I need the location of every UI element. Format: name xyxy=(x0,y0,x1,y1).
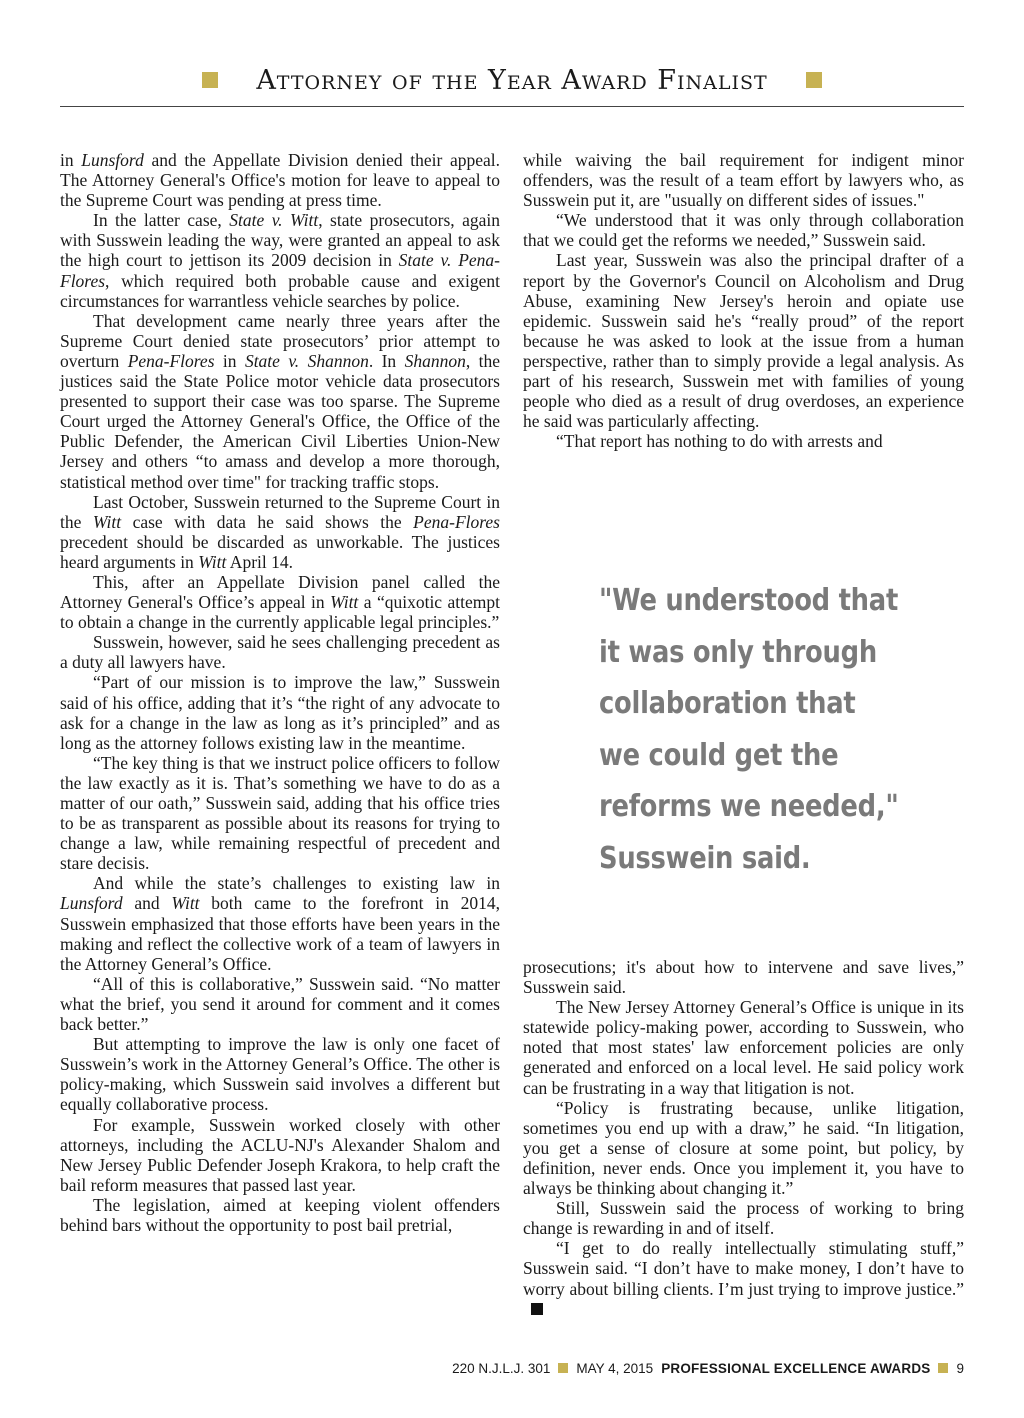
article-paragraph: in Lunsford and the Appellate Division denied their appeal. The Attorney General's Office's motion for leave to appeal to the Supreme Court was pending at press time. xyxy=(60,150,500,211)
article-paragraph: “I get to do really intellectually stimulating stuff,” Susswein said. “I don’t have to make money, I don’t have to worry about billing clients. I’m just trying to improve justice.” xyxy=(523,1238,964,1318)
footer-accent-square xyxy=(558,1363,568,1373)
article-paragraph: “That report has nothing to do with arrests and xyxy=(556,431,883,452)
end-of-article-mark xyxy=(531,1303,543,1315)
header-accent-square-left xyxy=(202,72,218,88)
article-paragraph: That development came nearly three years after the Supreme Court denied state prosecutors’ prior attempt to overturn Pena-Flores in State v. Shannon. In Shannon, the justices said the State Police motor vehicle data prosecutors presented to support their case was too sparse. The Supreme Court urged the Attorney General's Office, the Office of the Public Defender, the American Civil Liberties Union-New Jersey and others “to amass and develop a more thorough, statistical method over time" for tracking traffic stops. xyxy=(60,310,500,492)
article-paragraph: But attempting to improve the law is only one facet of Susswein’s work in the Attorney General’s Office. The other is policy-making, which Susswein said involves a different but equally collaborative process. xyxy=(60,1034,500,1115)
case-name: Witt xyxy=(92,511,122,532)
page-footer xyxy=(452,1358,964,1378)
case-name: Witt xyxy=(330,592,359,613)
header-rule xyxy=(60,106,964,107)
case-name: Pena-Flores xyxy=(413,511,500,532)
header-accent-square-right xyxy=(806,72,822,88)
case-name: Shannon xyxy=(404,350,466,371)
article-column-right-top xyxy=(523,150,964,451)
article-column-left xyxy=(60,150,500,1235)
article-paragraph: Susswein, however, said he sees challenging precedent as a duty all lawyers have. xyxy=(60,632,500,673)
footer-accent-square xyxy=(938,1363,948,1373)
article-paragraph: “We understood that it was only through collaboration that we could get the reforms we needed,” Susswein said. xyxy=(523,210,964,251)
article-paragraph: while waiving the bail requirement for indigent minor offenders, was the result of a team effort by lawyers who, as Susswein put it, are "usually on different sides of issues." xyxy=(523,150,964,211)
footer-date: MAY 4, 2015 xyxy=(576,1360,654,1376)
article-paragraph: The New Jersey Attorney General’s Office is unique in its statewide policy-making power, according to Susswein, who noted that most states' law enforcement policies are only generated and enforced on a local level. He said policy work can be frustrating in a way that litigation is not. xyxy=(523,997,964,1098)
pull-quote: "We understood that it was only through collaboration that we could get the reforms we needed," Susswein said. xyxy=(599,583,899,876)
article-paragraph: “The key thing is that we instruct police officers to follow the law exactly as it is. That’s something we have to do as a matter of our oath,” Susswein said, adding that his office tries to be as transparent as possible about its reasons for trying to change a law, while remaining respectful of precedent and stare decisis. xyxy=(60,752,500,874)
article-paragraph: And while the state’s challenges to existing law in Lunsford and Witt both came to the forefront in 2014, Susswein emphasized that those efforts have been years in the making and reflect the collective work of a team of lawyers in the Attorney General’s Office. xyxy=(60,873,500,974)
footer-citation: 220 N.J.L.J. 301 xyxy=(452,1360,551,1376)
case-name: Lunsford xyxy=(60,893,123,914)
article-column-right-bottom xyxy=(523,957,964,1319)
article-paragraph: In the latter case, State v. Witt, state prosecutors, again with Susswein leading the way, were granted an appeal to ask the high court to jettison its 2009 decision in State v. Pena-Flores, which required both probable cause and exigent circumstances for warrantless vehicle searches by police. xyxy=(60,210,500,311)
case-name: Witt xyxy=(171,893,200,914)
case-name: Pena-Flores xyxy=(127,350,215,371)
case-name: Lunsford xyxy=(81,150,144,170)
case-name: State v. Pena-Flores xyxy=(60,250,500,291)
article-paragraph: prosecutions; it's about how to intervene and save lives,” Susswein said. xyxy=(523,957,964,998)
footer-section: PROFESSIONAL EXCELLENCE AWARDS xyxy=(661,1360,931,1376)
footer-page-number: 9 xyxy=(956,1360,964,1376)
article-paragraph: For example, Susswein worked closely with other attorneys, including the ACLU-NJ's Alexander Shalom and New Jersey Public Defender Joseph Krakora, to help craft the bail reform measures that passed last year. xyxy=(60,1114,500,1195)
article-paragraph: Last October, Susswein returned to the Supreme Court in the Witt case with data he said shows the Pena-Flores precedent should be discarded as unworkable. The justices heard arguments in Witt April 14. xyxy=(60,491,500,572)
case-name: State v. Witt xyxy=(229,210,319,231)
header-title: Attorney of the Year Award Finalist xyxy=(256,64,768,96)
case-name: State v. Shannon xyxy=(244,350,369,371)
article-paragraph: This, after an Appellate Division panel called the Attorney General's Office’s appeal in Witt a “quixotic attempt to obtain a change in the currently applicable legal principles.” xyxy=(60,571,500,633)
page-header xyxy=(60,62,964,98)
article-paragraph: “Policy is frustrating because, unlike litigation, sometimes you end up with a draw,” he said. “In litigation, you get a sense of closure at some point, but policy, by definition, never ends. Once you implement it, you have to always be thinking about changing it.” xyxy=(523,1097,964,1199)
article-paragraph: “Part of our mission is to improve the law,” Susswein said of his office, adding that it’s “the right of any advocate to ask for a change in the law as long as it’s principled” and as long as the attorney follows existing law in the meantime. xyxy=(60,672,500,753)
article-paragraph: “All of this is collaborative,” Susswein said. “No matter what the brief, you send it around for comment and it comes back better.” xyxy=(60,973,500,1035)
article-paragraph: Last year, Susswein was also the principal drafter of a report by the Governor's Council on Alcoholism and Drug Abuse, examining New Jersey's heroin and opiate use epidemic. Susswein said he's “really proud” of the report because he was asked to look at the issue from a human perspective, rather than to simply provide a legal analysis. As part of his research, Susswein met with families of young people who died as a result of drug overdoses, an experience he said was particularly affecting. xyxy=(523,250,964,432)
case-name: Witt xyxy=(198,551,227,572)
article-paragraph: The legislation, aimed at keeping violent offenders behind bars without the opportunity to post bail pretrial, xyxy=(60,1194,500,1235)
article-paragraph: Still, Susswein said the process of working to bring change is rewarding in and of itself. xyxy=(523,1198,964,1239)
